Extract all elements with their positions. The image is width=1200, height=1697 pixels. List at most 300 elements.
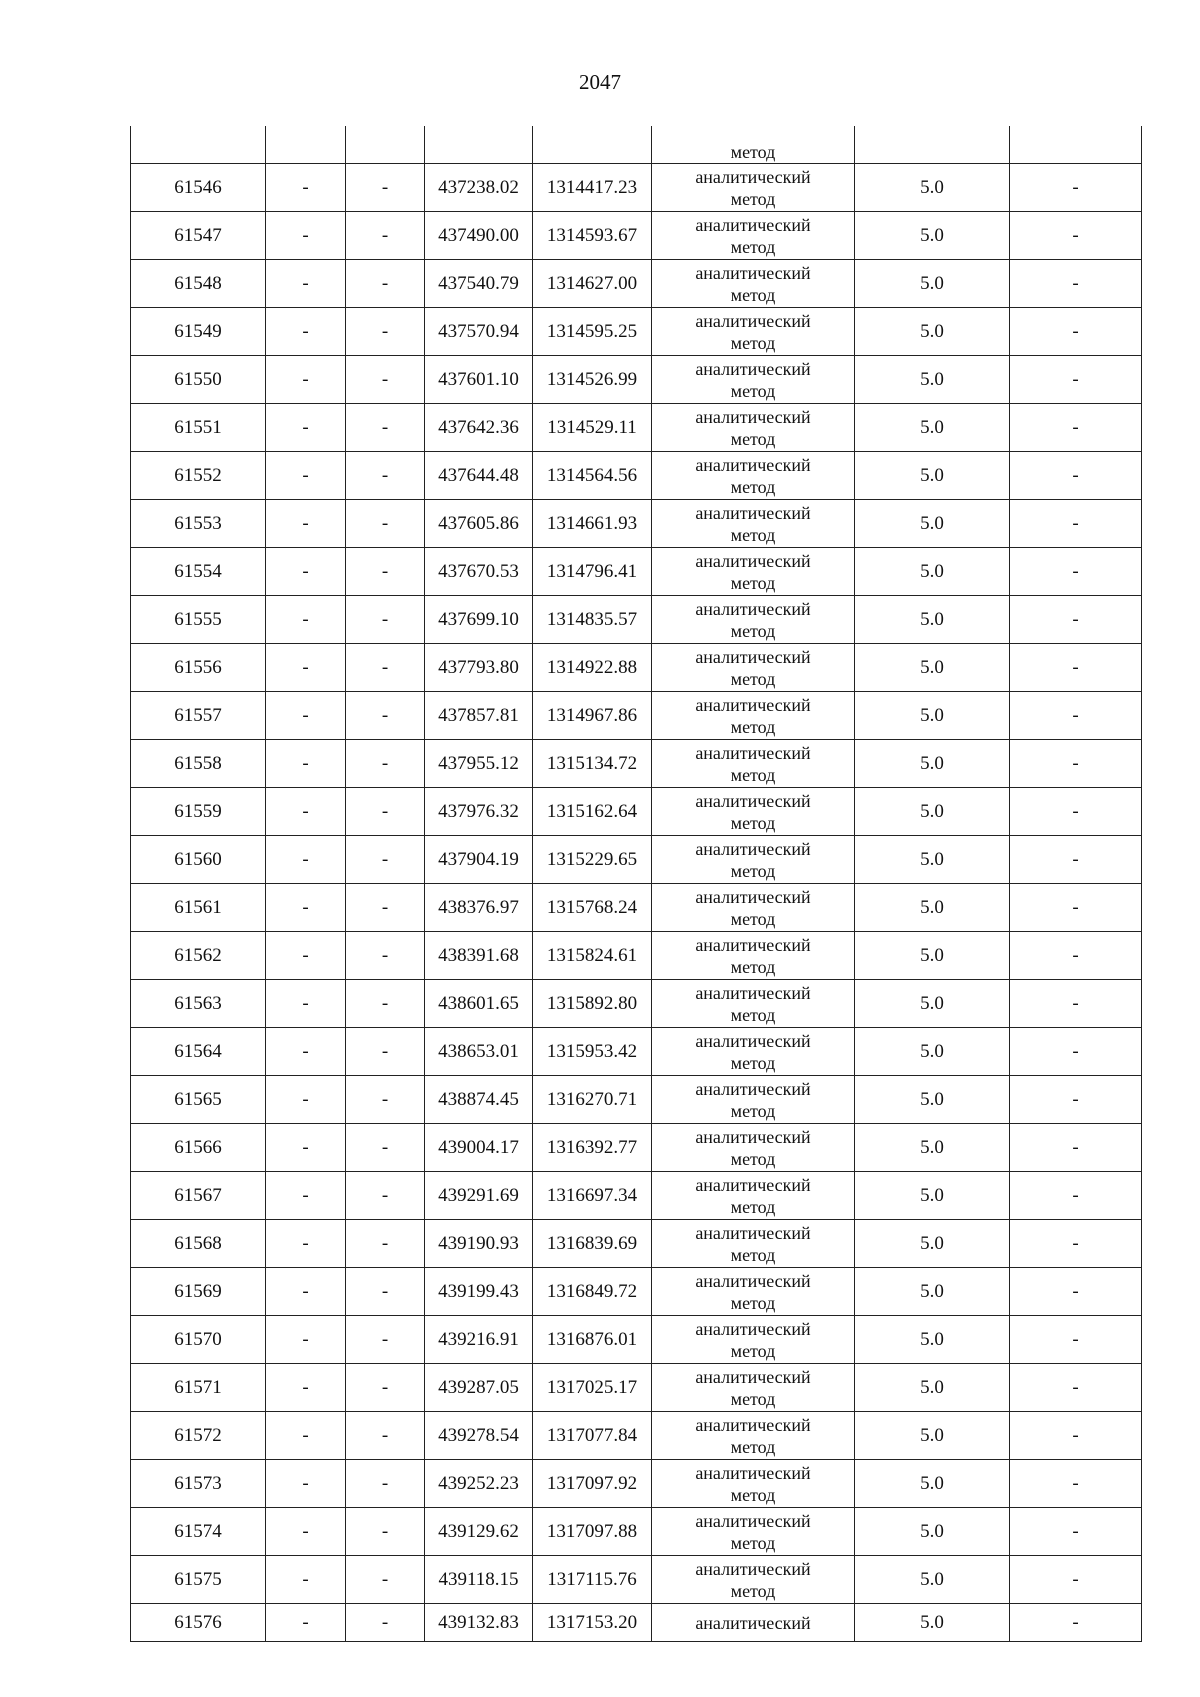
cell-point-id: 61556 (131, 644, 266, 692)
cell-col8: - (1010, 1028, 1142, 1076)
method-line-2: метод (730, 1388, 776, 1409)
cell-col3: - (346, 836, 425, 884)
cell-col2: - (266, 548, 346, 596)
method-line-2: метод (730, 1436, 776, 1457)
cell-x: 438391.68 (425, 932, 533, 980)
cell-x: 439199.43 (425, 1268, 533, 1316)
method-line-2: метод (730, 956, 776, 977)
cell-col8: - (1010, 932, 1142, 980)
cell-method (652, 596, 855, 644)
cell-method (652, 932, 855, 980)
cell-point-id: 61570 (131, 1316, 266, 1364)
cell-method (652, 692, 855, 740)
cell-method (652, 1028, 855, 1076)
cell-point-id: 61560 (131, 836, 266, 884)
cell-point-id: 61551 (131, 404, 266, 452)
cell-method (652, 452, 855, 500)
cell-y: 1314835.57 (533, 596, 652, 644)
cell-col2: - (266, 788, 346, 836)
cell-x: 439118.15 (425, 1556, 533, 1604)
cell-col8: - (1010, 452, 1142, 500)
cell-point-id: 61549 (131, 308, 266, 356)
cell-y: 1317097.88 (533, 1508, 652, 1556)
table-row (131, 1412, 1142, 1460)
cell-col2: - (266, 164, 346, 212)
method-line-2: метод (730, 332, 776, 353)
cell-y: 1316876.01 (533, 1316, 652, 1364)
cell-col8: - (1010, 1460, 1142, 1508)
cell-precision: 5.0 (855, 644, 1010, 692)
cell-point-id: 61553 (131, 500, 266, 548)
cell-col2: - (266, 212, 346, 260)
cell-col8: - (1010, 692, 1142, 740)
cell-y: 1317025.17 (533, 1364, 652, 1412)
cell-y: 1315162.64 (533, 788, 652, 836)
cell-y: 1314526.99 (533, 356, 652, 404)
cell-point-id: 61555 (131, 596, 266, 644)
coordinates-table (130, 126, 1142, 1642)
cell-method (652, 1124, 855, 1172)
cell-col3: - (346, 1124, 425, 1172)
method-line-2: метод (730, 1052, 776, 1073)
method-line-2: метод (730, 236, 776, 257)
cell-y: 1315134.72 (533, 740, 652, 788)
cell-method (652, 260, 855, 308)
cell-precision: 5.0 (855, 212, 1010, 260)
cell-col8: - (1010, 356, 1142, 404)
method-line-1: аналитический (695, 886, 811, 907)
cell-point-id: 61550 (131, 356, 266, 404)
cell-point-id: 61565 (131, 1076, 266, 1124)
cell-col8: - (1010, 836, 1142, 884)
cell-point-id: 61554 (131, 548, 266, 596)
cell-col3: - (346, 164, 425, 212)
cell-precision: 5.0 (855, 308, 1010, 356)
cell-method (652, 404, 855, 452)
cell-point-id: 61564 (131, 1028, 266, 1076)
cell-precision: 5.0 (855, 1076, 1010, 1124)
cell-x: 437976.32 (425, 788, 533, 836)
cell-method (652, 644, 855, 692)
table-row (131, 1556, 1142, 1604)
cell-x: 437490.00 (425, 212, 533, 260)
cell-precision: 5.0 (855, 980, 1010, 1028)
method-line-2: метод (730, 476, 776, 497)
cell-x: 439252.23 (425, 1460, 533, 1508)
cell-col8: - (1010, 884, 1142, 932)
cell-y: 1316849.72 (533, 1268, 652, 1316)
cell-col2: - (266, 404, 346, 452)
cell-point-id: 61546 (131, 164, 266, 212)
cell-y: 1315824.61 (533, 932, 652, 980)
method-line-2: метод (730, 668, 776, 689)
method-line-2: метод (730, 572, 776, 593)
table-row (131, 644, 1142, 692)
cell-col3: - (346, 1556, 425, 1604)
method-line-1: аналитический (695, 358, 811, 379)
cell-col8: - (1010, 644, 1142, 692)
method-line-2: метод (730, 1196, 776, 1217)
cell-col2: - (266, 1412, 346, 1460)
method-line-1: аналитический (695, 1126, 811, 1147)
method-line-1: аналитический (695, 1318, 811, 1339)
cell-point-id: 61561 (131, 884, 266, 932)
cell-precision: 5.0 (855, 1220, 1010, 1268)
table-row (131, 212, 1142, 260)
method-line-2: метод (730, 1004, 776, 1025)
cell-precision: 5.0 (855, 500, 1010, 548)
cell-method (652, 1412, 855, 1460)
cell-precision: 5.0 (855, 1460, 1010, 1508)
cell-col3: - (346, 740, 425, 788)
method-line-2: метод (730, 380, 776, 401)
cell-col8: - (1010, 980, 1142, 1028)
cell-point-id: 61563 (131, 980, 266, 1028)
cell-x: 437955.12 (425, 740, 533, 788)
cell-col3: - (346, 1412, 425, 1460)
cell-method (652, 548, 855, 596)
cell-col2: - (266, 1316, 346, 1364)
cell-method (652, 1604, 855, 1642)
table-row (131, 1220, 1142, 1268)
cell-x: 439190.93 (425, 1220, 533, 1268)
table-row-continued (131, 126, 1142, 164)
cell-col3: - (346, 212, 425, 260)
cell-col8: - (1010, 1268, 1142, 1316)
method-line-1: аналитический (695, 406, 811, 427)
table-row (131, 596, 1142, 644)
cell-col3: - (346, 1268, 425, 1316)
table-row (131, 404, 1142, 452)
table-row (131, 692, 1142, 740)
cell-method (652, 308, 855, 356)
cell-point-id: 61562 (131, 932, 266, 980)
cell-precision: 5.0 (855, 1268, 1010, 1316)
cell-y: 1317153.20 (533, 1604, 652, 1642)
cell-col8: - (1010, 596, 1142, 644)
cell-method (652, 1172, 855, 1220)
method-line-1: аналитический (695, 598, 811, 619)
method-line-2: метод (730, 908, 776, 929)
method-line-1: аналитический (695, 166, 811, 187)
cell-x: 439132.83 (425, 1604, 533, 1642)
cell-x: 439291.69 (425, 1172, 533, 1220)
cell-col3: - (346, 1028, 425, 1076)
table-row (131, 356, 1142, 404)
cell-col2: - (266, 452, 346, 500)
cell-y: 1317097.92 (533, 1460, 652, 1508)
table-row (131, 1076, 1142, 1124)
cell-method (652, 740, 855, 788)
cell-precision: 5.0 (855, 788, 1010, 836)
cell-x: 437238.02 (425, 164, 533, 212)
cell-x: 437670.53 (425, 548, 533, 596)
cell-col2: - (266, 308, 346, 356)
cell-col8: - (1010, 1364, 1142, 1412)
method-line-2: метод (730, 1148, 776, 1169)
cell-col3: - (346, 1364, 425, 1412)
cell-point-id: 61572 (131, 1412, 266, 1460)
method-line-2: метод (730, 764, 776, 785)
cell-method (652, 884, 855, 932)
method-line-2: метод (730, 1532, 776, 1553)
cell-col8: - (1010, 1124, 1142, 1172)
cell-point-id: 61566 (131, 1124, 266, 1172)
table-row (131, 1124, 1142, 1172)
cell-x: 439278.54 (425, 1412, 533, 1460)
method-line-2: метод (730, 428, 776, 449)
cell-x: 437904.19 (425, 836, 533, 884)
cell-precision: 5.0 (855, 1028, 1010, 1076)
method-line-2: метод (730, 1580, 776, 1601)
cell-col3: - (346, 356, 425, 404)
cell-point-id: 61567 (131, 1172, 266, 1220)
method-line-1: аналитический (695, 1030, 811, 1051)
cell-col8: - (1010, 1316, 1142, 1364)
cell-col2: - (266, 1556, 346, 1604)
cell-point-id: 61569 (131, 1268, 266, 1316)
cell-method (652, 1076, 855, 1124)
cell-y: 1314922.88 (533, 644, 652, 692)
cell-col8: - (1010, 548, 1142, 596)
method-line-2: метод (730, 1100, 776, 1121)
cell-col8: - (1010, 260, 1142, 308)
method-line-1: аналитический (695, 1558, 811, 1579)
cell-x: 439004.17 (425, 1124, 533, 1172)
table-row (131, 788, 1142, 836)
table-row (131, 1316, 1142, 1364)
cell-precision: 5.0 (855, 1604, 1010, 1642)
cell-precision: 5.0 (855, 740, 1010, 788)
cell-col2: - (266, 1508, 346, 1556)
cell-x: 437642.36 (425, 404, 533, 452)
cell-col2: - (266, 1268, 346, 1316)
method-line-1: аналитический (695, 1174, 811, 1195)
table-row (131, 1268, 1142, 1316)
cell-col3: - (346, 1508, 425, 1556)
cell-x: 439129.62 (425, 1508, 533, 1556)
method-line-1: аналитический (695, 742, 811, 763)
table-row (131, 548, 1142, 596)
method-line-1: аналитический (695, 1414, 811, 1435)
cell-point-id (131, 126, 266, 164)
method-line-2: метод (730, 860, 776, 881)
cell-col2: - (266, 692, 346, 740)
cell-y: 1314417.23 (533, 164, 652, 212)
table-row (131, 884, 1142, 932)
cell-col3: - (346, 548, 425, 596)
cell-x: 438376.97 (425, 884, 533, 932)
cell-precision: 5.0 (855, 1508, 1010, 1556)
cell-precision: 5.0 (855, 1412, 1010, 1460)
method-line-1: аналитический (695, 310, 811, 331)
cell-x: 439287.05 (425, 1364, 533, 1412)
method-line-1: аналитический (695, 502, 811, 523)
cell-method (652, 1460, 855, 1508)
cell-point-id: 61547 (131, 212, 266, 260)
cell-col2: - (266, 1460, 346, 1508)
cell-method: метод (652, 126, 855, 164)
cell-method (652, 788, 855, 836)
method-line-1: аналитический (695, 262, 811, 283)
cell-x: 437857.81 (425, 692, 533, 740)
cell-col2: - (266, 836, 346, 884)
method-line-2: метод (730, 1484, 776, 1505)
cell-col2: - (266, 260, 346, 308)
cell-col2: - (266, 1124, 346, 1172)
method-line-1: аналитический (695, 934, 811, 955)
cell-y: 1314661.93 (533, 500, 652, 548)
cell-col2 (266, 126, 346, 164)
cell-y: 1314796.41 (533, 548, 652, 596)
table-row (131, 836, 1142, 884)
page-number: 2047 (579, 70, 621, 94)
cell-method (652, 1316, 855, 1364)
method-line-2: метод (730, 1340, 776, 1361)
cell-precision: 5.0 (855, 596, 1010, 644)
cell-col8: - (1010, 1556, 1142, 1604)
cell-precision: 5.0 (855, 1364, 1010, 1412)
cell-method (652, 1220, 855, 1268)
table-row (131, 1604, 1142, 1642)
cell-col3: - (346, 932, 425, 980)
method-line-2: метод (730, 1244, 776, 1265)
table-row (131, 452, 1142, 500)
cell-col2: - (266, 980, 346, 1028)
cell-method (652, 1508, 855, 1556)
method-line-1: аналитический (695, 982, 811, 1003)
method-line-1: аналитический (695, 1078, 811, 1099)
cell-precision: 5.0 (855, 404, 1010, 452)
method-line-1: аналитический (695, 1222, 811, 1243)
cell-x: 437793.80 (425, 644, 533, 692)
table-row (131, 308, 1142, 356)
cell-y: 1314564.56 (533, 452, 652, 500)
table-row (131, 1508, 1142, 1556)
cell-col2: - (266, 500, 346, 548)
cell-col3: - (346, 452, 425, 500)
cell-method (652, 212, 855, 260)
cell-col3: - (346, 1220, 425, 1268)
cell-precision: 5.0 (855, 356, 1010, 404)
cell-y: 1314627.00 (533, 260, 652, 308)
table-row (131, 1364, 1142, 1412)
cell-precision: 5.0 (855, 836, 1010, 884)
cell-point-id: 61573 (131, 1460, 266, 1508)
method-line-2: метод (730, 524, 776, 545)
cell-col2: - (266, 596, 346, 644)
cell-point-id: 61558 (131, 740, 266, 788)
cell-col8: - (1010, 788, 1142, 836)
cell-col3: - (346, 308, 425, 356)
cell-x: 437605.86 (425, 500, 533, 548)
table-row (131, 740, 1142, 788)
cell-x: 437699.10 (425, 596, 533, 644)
table-row (131, 980, 1142, 1028)
cell-method (652, 500, 855, 548)
cell-col8: - (1010, 740, 1142, 788)
cell-y: 1314529.11 (533, 404, 652, 452)
cell-method (652, 1364, 855, 1412)
cell-col2: - (266, 932, 346, 980)
cell-point-id: 61557 (131, 692, 266, 740)
method-line-1: аналитический (695, 454, 811, 475)
cell-col8: - (1010, 1508, 1142, 1556)
cell-y: 1315953.42 (533, 1028, 652, 1076)
method-line-1: аналитический (695, 550, 811, 571)
cell-y: 1316697.34 (533, 1172, 652, 1220)
cell-x: 438601.65 (425, 980, 533, 1028)
cell-precision: 5.0 (855, 932, 1010, 980)
cell-col8: - (1010, 1076, 1142, 1124)
cell-point-id: 61552 (131, 452, 266, 500)
cell-precision: 5.0 (855, 1556, 1010, 1604)
table-row (131, 932, 1142, 980)
cell-col3: - (346, 1172, 425, 1220)
cell-y: 1314967.86 (533, 692, 652, 740)
method-line-1: аналитический (695, 1366, 811, 1387)
cell-x: 437570.94 (425, 308, 533, 356)
method-line-1: аналитический (695, 1462, 811, 1483)
cell-point-id: 61548 (131, 260, 266, 308)
table-body (131, 126, 1142, 1642)
cell-col8: - (1010, 308, 1142, 356)
table-row (131, 1172, 1142, 1220)
cell-col3: - (346, 596, 425, 644)
table-row (131, 260, 1142, 308)
cell-precision: 5.0 (855, 884, 1010, 932)
cell-method (652, 980, 855, 1028)
cell-col3: - (346, 644, 425, 692)
cell-precision: 5.0 (855, 692, 1010, 740)
cell-col2: - (266, 1604, 346, 1642)
method-line-1: аналитический (695, 838, 811, 859)
cell-precision: 5.0 (855, 1316, 1010, 1364)
cell-col8: - (1010, 1604, 1142, 1642)
cell-x: 437540.79 (425, 260, 533, 308)
cell-point-id: 61574 (131, 1508, 266, 1556)
cell-col3: - (346, 1316, 425, 1364)
cell-col3: - (346, 260, 425, 308)
cell-x (425, 126, 533, 164)
cell-col8: - (1010, 500, 1142, 548)
cell-col3: - (346, 884, 425, 932)
cell-col3: - (346, 692, 425, 740)
cell-col3: - (346, 1604, 425, 1642)
cell-col3 (346, 126, 425, 164)
cell-method (652, 836, 855, 884)
method-line-1: аналитический (695, 1270, 811, 1291)
cell-y: 1317077.84 (533, 1412, 652, 1460)
cell-y: 1316392.77 (533, 1124, 652, 1172)
cell-col3: - (346, 980, 425, 1028)
table-row (131, 164, 1142, 212)
cell-point-id: 61568 (131, 1220, 266, 1268)
cell-x: 438653.01 (425, 1028, 533, 1076)
method-line-1: аналитический (695, 1510, 811, 1531)
cell-y: 1315768.24 (533, 884, 652, 932)
cell-col2: - (266, 884, 346, 932)
cell-x: 439216.91 (425, 1316, 533, 1364)
table-row (131, 1460, 1142, 1508)
cell-col2: - (266, 644, 346, 692)
method-line-1: аналитический (695, 694, 811, 715)
table-row (131, 1028, 1142, 1076)
cell-col3: - (346, 1460, 425, 1508)
cell-precision: 5.0 (855, 1172, 1010, 1220)
cell-col8: - (1010, 1172, 1142, 1220)
cell-method (652, 1268, 855, 1316)
